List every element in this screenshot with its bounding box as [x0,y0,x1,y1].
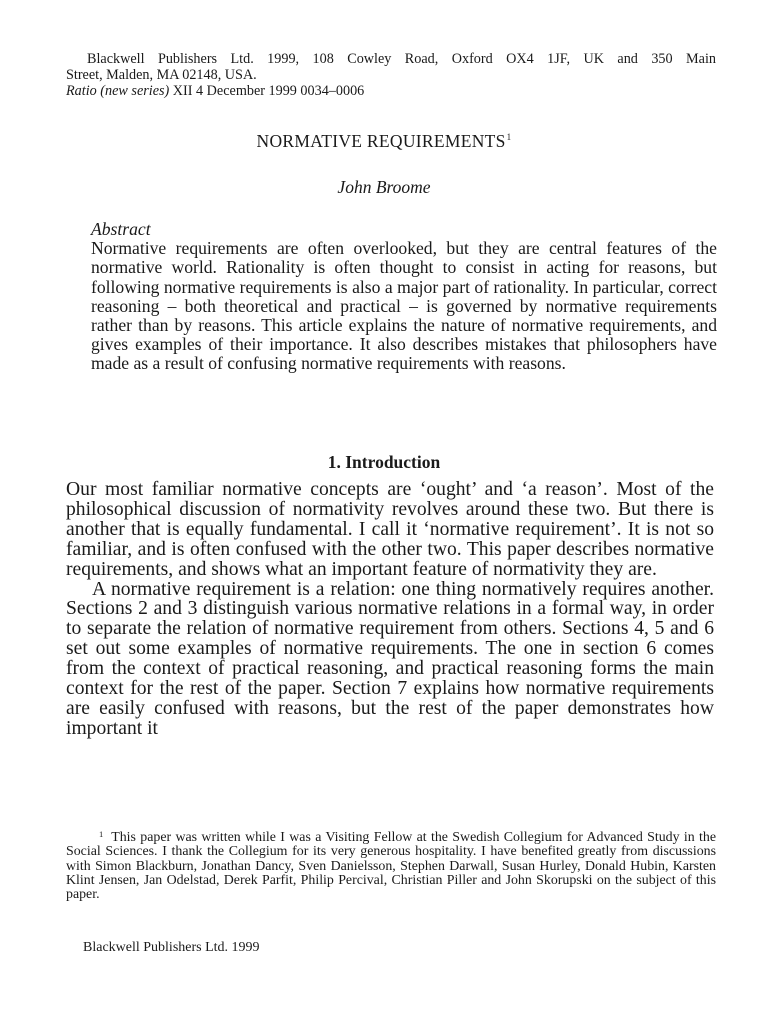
abstract-label: Abstract [91,219,151,239]
footnote-marker: 1 [99,829,104,839]
journal-citation [66,83,716,99]
article-title [0,131,768,152]
main-text [66,480,714,739]
title-footnote-marker[interactable]: 1 [506,132,512,142]
article-author: John Broome [337,177,431,197]
publisher-address-line-2: Street, Malden, MA 02148, USA. [66,67,257,83]
paragraph-2: A normative requirement is a relation: one thing normatively requires another. Sections 2 and 3 distinguish various normative relations in a formal way, in order to separate the relation of normative requirement from others. Sections 4, 5 and 6 set out some examples of normative requirements. The one in section 6 comes from the context of practical reasoning, and practical reasoning forms the main context for the rest of the paper. Section 7 explains how normative requirements are easily confused with reasons, but the rest of the paper demonstrates how important it [66,578,714,739]
journal-issue-info: XII 4 December 1999 0034–0006 [172,83,365,99]
footnote-text: This paper was written while I was a Visiting Fellow at the Swedish Collegium for Advanced Study in the Social Sciences. I thank the Collegium for its very generous hospitality. I have benefited greatly from discussions with Simon Blackburn, Jonathan Dancy, Sven Danielsson, Stephen Darwall, Susan Hurley, Donald Hubin, Karsten Klint Jensen, Jan Odelstad, Derek Parfit, Philip Percival, Christian Piller and John Skorupski on the subject of this paper. [66,830,716,903]
article-title-text: NORMATIVE REQUIREMENTS [256,131,506,151]
abstract-body: Normative requirements are often overlooked, but they are central features of the normative world. Rationality is often thought to consist in acting for reasons, but following normative requirements is also a major part of rationality. In particular, correct reasoning – both theoretical and practical – is governed by normative requirements rather than by reasons. This article explains the nature of normative requirements, and gives examples of their importance. It also describes mistakes that philosophers have made as a result of confusing normative requirements with reasons. [91,238,717,374]
journal-series: (new series) [100,83,170,99]
journal-name: Ratio [66,83,97,99]
publisher-address-line-1: Blackwell Publishers Ltd. 1999, 108 Cowley Road, Oxford OX4 1JF, UK and 350 Main [87,51,716,67]
publisher-header [66,51,716,99]
page-footer: Blackwell Publishers Ltd. 1999 [83,940,260,955]
section-heading: 1. Introduction [327,452,441,472]
paragraph-1: Our most familiar normative concepts are ‘ought’ and ‘a reason’. Most of the philosophical discussion of normativity revolves around these two. But there is another that is equally fundamental. I call it ‘normative requirement’. It is not so familiar, and is often confused with the other two. This paper describes normative requirements, and shows what an important feature of normativity they are. [66,479,714,580]
abstract [91,220,717,374]
footnote [66,827,716,902]
